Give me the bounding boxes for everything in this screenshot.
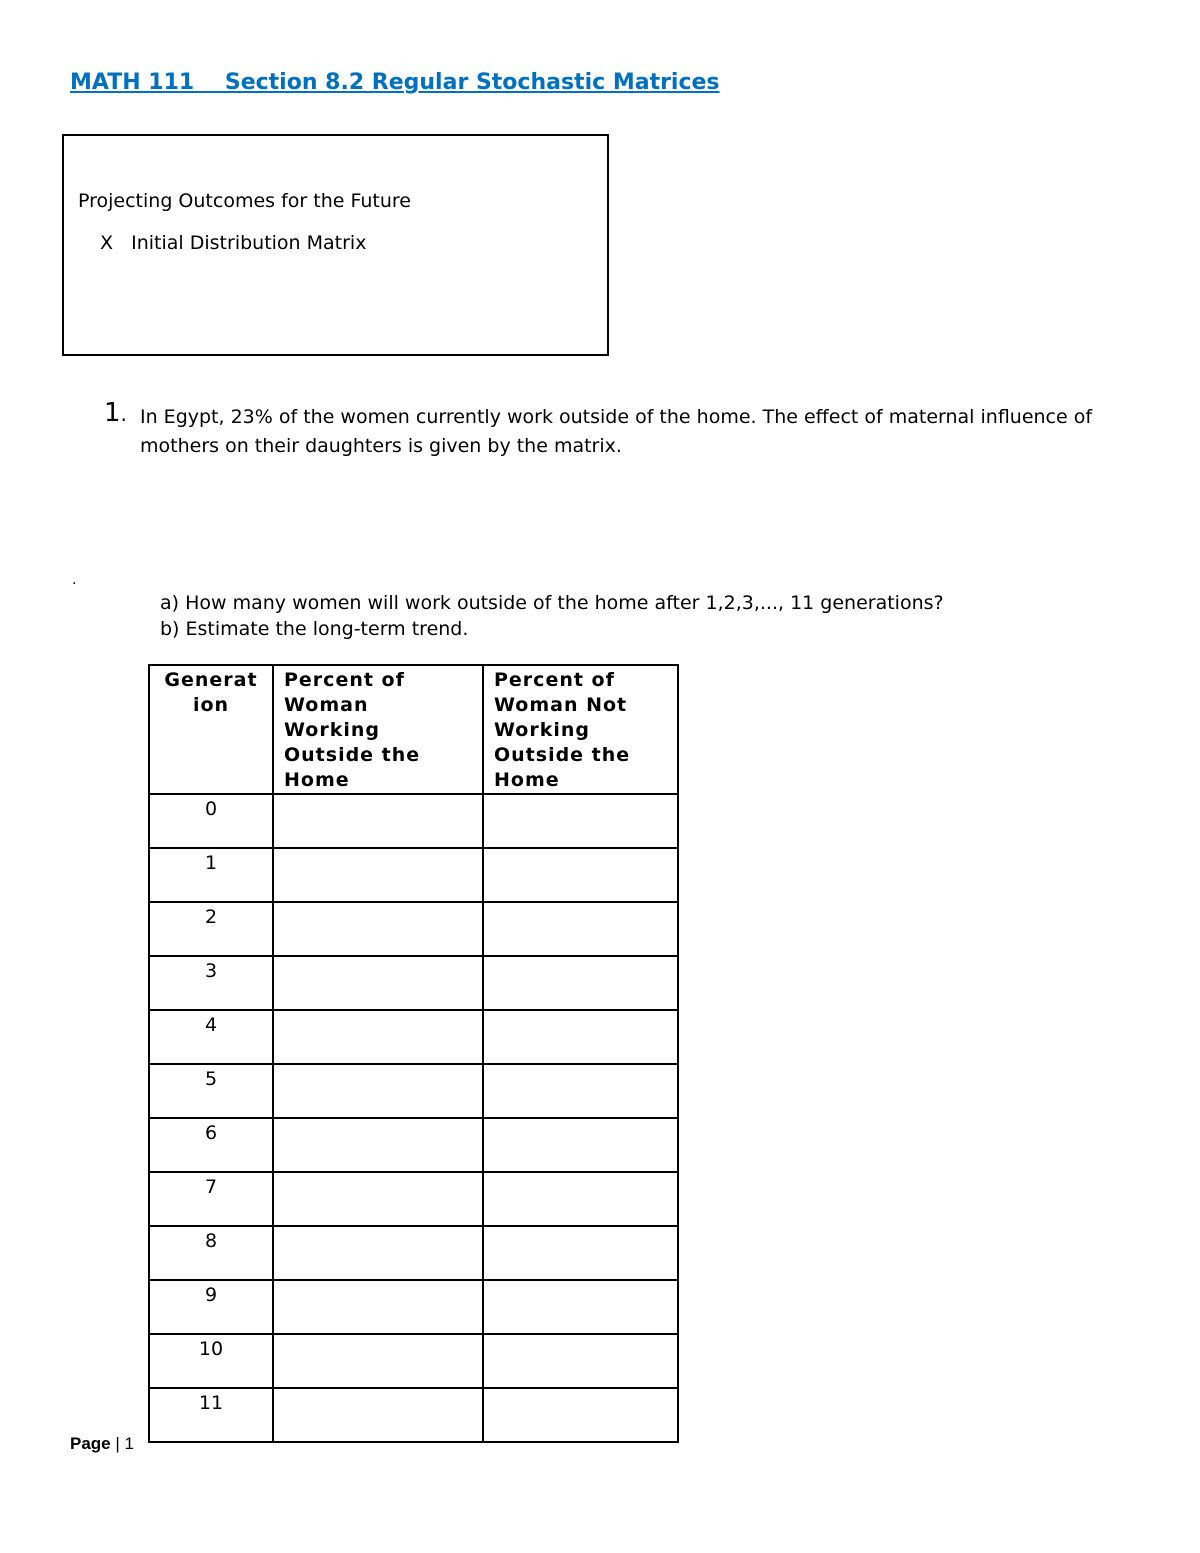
table-row: [149, 1280, 678, 1334]
not-working-percent-cell[interactable]: [483, 848, 678, 902]
table-row: [149, 1388, 678, 1442]
question-parts: [160, 590, 944, 642]
question-part-a: a) How many women will work outside of the home after 1,2,3,..., 11 generations?: [160, 592, 944, 614]
question-text: In Egypt, 23% of the women currently work outside of the home. The effect of maternal influence of mothers on their daughters is given by the matrix.: [140, 406, 1093, 457]
working-percent-cell[interactable]: [273, 1388, 483, 1442]
generation-cell: 7: [149, 1172, 273, 1226]
table-row: [149, 1334, 678, 1388]
working-percent-cell[interactable]: [273, 1064, 483, 1118]
page-number: 1: [124, 1434, 134, 1453]
working-percent-cell[interactable]: [273, 1280, 483, 1334]
table-row: [149, 794, 678, 848]
working-percent-cell[interactable]: [273, 1226, 483, 1280]
working-percent-cell[interactable]: [273, 1118, 483, 1172]
generation-cell: 10: [149, 1334, 273, 1388]
question-number: [104, 398, 127, 428]
stray-dot: .: [72, 572, 77, 588]
not-working-percent-cell[interactable]: [483, 902, 678, 956]
table-row: [149, 848, 678, 902]
table-row: [149, 1010, 678, 1064]
question-part-b: b) Estimate the long-term trend.: [160, 618, 469, 640]
generation-cell: 11: [149, 1388, 273, 1442]
table-row: [149, 1172, 678, 1226]
generation-cell: 1: [149, 848, 273, 902]
not-working-percent-cell[interactable]: [483, 1172, 678, 1226]
table-row: [149, 902, 678, 956]
working-percent-cell[interactable]: [273, 1334, 483, 1388]
working-percent-cell[interactable]: [273, 956, 483, 1010]
definition-box: [62, 134, 609, 356]
working-percent-cell[interactable]: [273, 1172, 483, 1226]
generation-table: [148, 664, 679, 1443]
not-working-percent-cell[interactable]: [483, 1334, 678, 1388]
definition-item: X Initial Distribution Matrix: [100, 232, 367, 254]
working-percent-cell[interactable]: [273, 794, 483, 848]
generation-cell: 2: [149, 902, 273, 956]
table-row: [149, 1118, 678, 1172]
not-working-percent-cell[interactable]: [483, 1064, 678, 1118]
not-working-percent-cell[interactable]: [483, 1226, 678, 1280]
not-working-percent-cell[interactable]: [483, 1010, 678, 1064]
not-working-percent-cell[interactable]: [483, 1280, 678, 1334]
not-working-percent-cell[interactable]: [483, 794, 678, 848]
generation-cell: 9: [149, 1280, 273, 1334]
page-footer: [70, 1434, 134, 1454]
definition-heading: Projecting Outcomes for the Future: [78, 190, 411, 212]
question-number-value: 1: [104, 398, 121, 428]
header-not-working: Percent of Woman Not Working Outside the Home: [483, 665, 678, 794]
table-row: [149, 1064, 678, 1118]
generation-cell: 5: [149, 1064, 273, 1118]
page-title: MATH 111 Section 8.2 Regular Stochastic Matrices: [70, 70, 720, 95]
page-separator: |: [110, 1434, 125, 1453]
generation-cell: 3: [149, 956, 273, 1010]
table-row: [149, 956, 678, 1010]
not-working-percent-cell[interactable]: [483, 1388, 678, 1442]
table-row: [149, 1226, 678, 1280]
header-working: Percent of Woman Working Outside the Home: [273, 665, 483, 794]
generation-cell: 6: [149, 1118, 273, 1172]
table-header-row: [149, 665, 678, 794]
working-percent-cell[interactable]: [273, 1010, 483, 1064]
generation-cell: 8: [149, 1226, 273, 1280]
header-generation: Generat ion: [149, 665, 273, 794]
working-percent-cell[interactable]: [273, 902, 483, 956]
page-label: Page: [70, 1434, 111, 1453]
working-percent-cell[interactable]: [273, 848, 483, 902]
not-working-percent-cell[interactable]: [483, 1118, 678, 1172]
generation-cell: 4: [149, 1010, 273, 1064]
question-number-dot: .: [120, 402, 127, 426]
generation-cell: 0: [149, 794, 273, 848]
not-working-percent-cell[interactable]: [483, 956, 678, 1010]
table-body: [149, 794, 678, 1442]
